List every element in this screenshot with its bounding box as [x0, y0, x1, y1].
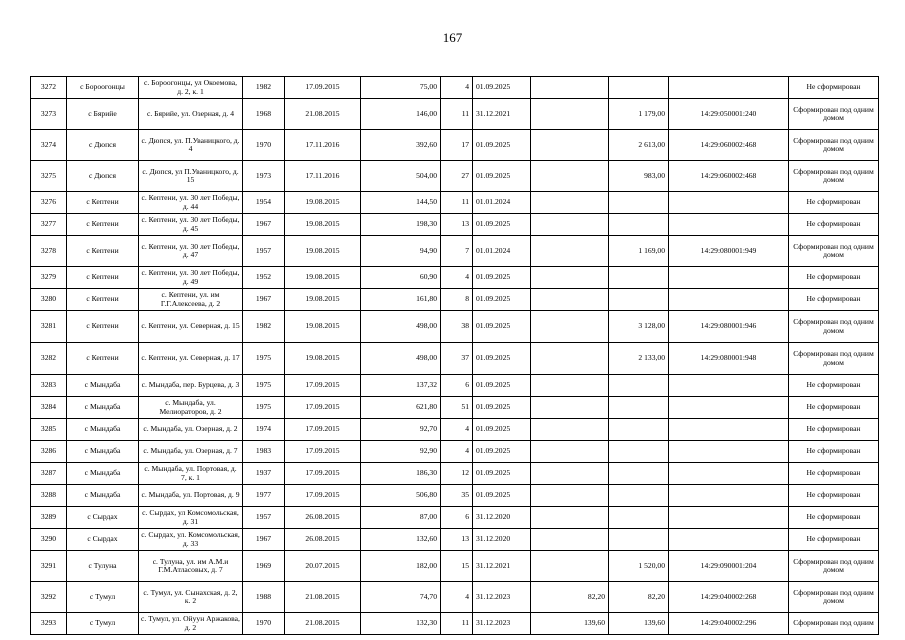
value-cell: [531, 397, 609, 419]
locality-cell: с Кептени: [67, 214, 139, 236]
quantity-cell: 15: [441, 551, 473, 582]
land-area-cell: [609, 397, 669, 419]
date-cell: 19.08.2015: [285, 192, 361, 214]
row-number-cell: 3287: [31, 463, 67, 485]
row-number-cell: 3292: [31, 582, 67, 613]
date-cell: 19.08.2015: [285, 267, 361, 289]
deadline-cell: 01.09.2025: [473, 419, 531, 441]
deadline-cell: 01.09.2025: [473, 311, 531, 343]
area-cell: 132,60: [361, 529, 441, 551]
page-number: 167: [442, 30, 463, 45]
value-cell: [531, 551, 609, 582]
row-number-cell: 3284: [31, 397, 67, 419]
value-cell: [531, 507, 609, 529]
quantity-cell: 13: [441, 214, 473, 236]
quantity-cell: 11: [441, 613, 473, 635]
row-number-cell: 3275: [31, 161, 67, 192]
year-cell: 1952: [243, 267, 285, 289]
deadline-cell: 31.12.2020: [473, 529, 531, 551]
date-cell: 21.08.2015: [285, 613, 361, 635]
date-cell: 17.11.2016: [285, 161, 361, 192]
quantity-cell: 4: [441, 77, 473, 99]
status-cell: Сформирован под одним домом: [789, 311, 879, 343]
date-cell: 19.08.2015: [285, 214, 361, 236]
cadastral-number-cell: [669, 267, 789, 289]
value-cell: [531, 267, 609, 289]
quantity-cell: 11: [441, 192, 473, 214]
address-cell: с. Мындаба, ул. Озерная, д. 7: [139, 441, 243, 463]
status-cell: Не сформирован: [789, 192, 879, 214]
address-cell: с. Кептени, ул. им Г.Г.Алексеева, д. 2: [139, 289, 243, 311]
table-row: [31, 397, 879, 419]
cadastral-number-cell: [669, 529, 789, 551]
table-row: [31, 267, 879, 289]
deadline-cell: 01.09.2025: [473, 161, 531, 192]
row-number-cell: 3286: [31, 441, 67, 463]
quantity-cell: 17: [441, 130, 473, 161]
address-cell: с. Кептени, ул. 30 лет Победы, д. 47: [139, 236, 243, 267]
value-cell: [531, 375, 609, 397]
status-cell: Сформирован под одним домом: [789, 582, 879, 613]
quantity-cell: 11: [441, 99, 473, 130]
address-cell: с. Кептени, ул. Северная, д. 15: [139, 311, 243, 343]
locality-cell: с Мындаба: [67, 375, 139, 397]
status-cell: Не сформирован: [789, 214, 879, 236]
year-cell: 1969: [243, 551, 285, 582]
area-cell: 132,30: [361, 613, 441, 635]
quantity-cell: 4: [441, 441, 473, 463]
area-cell: 94,90: [361, 236, 441, 267]
table-row: [31, 551, 879, 582]
value-cell: [531, 236, 609, 267]
cadastral-number-cell: [669, 441, 789, 463]
quantity-cell: 6: [441, 375, 473, 397]
address-cell: с. Дюпся, ул П.Уваницкого, д. 15: [139, 161, 243, 192]
status-cell: Не сформирован: [789, 463, 879, 485]
cadastral-number-cell: [669, 463, 789, 485]
year-cell: 1968: [243, 99, 285, 130]
area-cell: 506,80: [361, 485, 441, 507]
land-area-cell: 1 520,00: [609, 551, 669, 582]
area-cell: 621,80: [361, 397, 441, 419]
area-cell: 75,00: [361, 77, 441, 99]
deadline-cell: 01.09.2025: [473, 441, 531, 463]
deadline-cell: 01.01.2024: [473, 192, 531, 214]
year-cell: 1967: [243, 529, 285, 551]
locality-cell: с Мындаба: [67, 419, 139, 441]
deadline-cell: 31.12.2021: [473, 551, 531, 582]
value-cell: [531, 419, 609, 441]
date-cell: 17.09.2015: [285, 419, 361, 441]
table-row: [31, 311, 879, 343]
year-cell: 1957: [243, 236, 285, 267]
date-cell: 26.08.2015: [285, 507, 361, 529]
status-cell: Не сформирован: [789, 419, 879, 441]
year-cell: 1975: [243, 397, 285, 419]
row-number-cell: 3280: [31, 289, 67, 311]
table-row: [31, 130, 879, 161]
deadline-cell: 01.09.2025: [473, 267, 531, 289]
value-cell: [531, 463, 609, 485]
land-area-cell: [609, 289, 669, 311]
year-cell: 1988: [243, 582, 285, 613]
date-cell: 19.08.2015: [285, 289, 361, 311]
land-area-cell: [609, 77, 669, 99]
housing-registry-table: [30, 76, 879, 635]
date-cell: 19.08.2015: [285, 236, 361, 267]
land-area-cell: [609, 214, 669, 236]
status-cell: Не сформирован: [789, 507, 879, 529]
locality-cell: с Дюпся: [67, 161, 139, 192]
cadastral-number-cell: 14:29:040002:268: [669, 582, 789, 613]
address-cell: с. Кептени, ул. Северная, д. 17: [139, 343, 243, 375]
land-area-cell: [609, 375, 669, 397]
address-cell: с. Кептени, ул. 30 лет Победы, д. 49: [139, 267, 243, 289]
locality-cell: с Бороогонцы: [67, 77, 139, 99]
area-cell: 144,50: [361, 192, 441, 214]
date-cell: 17.09.2015: [285, 397, 361, 419]
cadastral-number-cell: 14:29:060002:468: [669, 161, 789, 192]
area-cell: 137,32: [361, 375, 441, 397]
cadastral-number-cell: [669, 419, 789, 441]
year-cell: 1982: [243, 77, 285, 99]
status-cell: Сформирован под одним домом: [789, 343, 879, 375]
area-cell: 186,30: [361, 463, 441, 485]
area-cell: 498,00: [361, 311, 441, 343]
address-cell: с. Дюпся, ул. П.Уваницкого, д. 4: [139, 130, 243, 161]
land-area-cell: [609, 529, 669, 551]
date-cell: 17.09.2015: [285, 77, 361, 99]
row-number-cell: 3276: [31, 192, 67, 214]
status-cell: Сформирован под одним домом: [789, 161, 879, 192]
locality-cell: с Бярийе: [67, 99, 139, 130]
area-cell: 92,90: [361, 441, 441, 463]
row-number-cell: 3288: [31, 485, 67, 507]
table-row: [31, 192, 879, 214]
cadastral-number-cell: [669, 375, 789, 397]
value-cell: [531, 289, 609, 311]
year-cell: 1967: [243, 214, 285, 236]
status-cell: Не сформирован: [789, 441, 879, 463]
cadastral-number-cell: [669, 397, 789, 419]
status-cell: Сформирован под одним домом: [789, 551, 879, 582]
locality-cell: с Кептени: [67, 192, 139, 214]
deadline-cell: 31.12.2021: [473, 99, 531, 130]
row-number-cell: 3273: [31, 99, 67, 130]
deadline-cell: 01.09.2025: [473, 343, 531, 375]
locality-cell: с Сырдах: [67, 529, 139, 551]
address-cell: с. Кептени, ул. 30 лет Победы, д. 44: [139, 192, 243, 214]
table-row: [31, 375, 879, 397]
locality-cell: с Мындаба: [67, 463, 139, 485]
row-number-cell: 3290: [31, 529, 67, 551]
table-row: [31, 77, 879, 99]
value-cell: [531, 130, 609, 161]
quantity-cell: 4: [441, 267, 473, 289]
quantity-cell: 35: [441, 485, 473, 507]
row-number-cell: 3283: [31, 375, 67, 397]
year-cell: 1954: [243, 192, 285, 214]
address-cell: с. Сырдах, ул. Комсомольская, д. 33: [139, 529, 243, 551]
deadline-cell: 01.09.2025: [473, 375, 531, 397]
cadastral-number-cell: 14:29:080001:946: [669, 311, 789, 343]
land-area-cell: [609, 441, 669, 463]
area-cell: 498,00: [361, 343, 441, 375]
status-cell: Не сформирован: [789, 485, 879, 507]
row-number-cell: 3281: [31, 311, 67, 343]
locality-cell: с Тумул: [67, 582, 139, 613]
date-cell: 26.08.2015: [285, 529, 361, 551]
address-cell: с. Тулуна, ул. им А.М.и Г.М.Атласовых, д. 7: [139, 551, 243, 582]
row-number-cell: 3277: [31, 214, 67, 236]
land-area-cell: 2 133,00: [609, 343, 669, 375]
date-cell: 20.07.2015: [285, 551, 361, 582]
area-cell: 182,00: [361, 551, 441, 582]
status-cell: Не сформирован: [789, 529, 879, 551]
quantity-cell: 51: [441, 397, 473, 419]
deadline-cell: 01.09.2025: [473, 463, 531, 485]
cadastral-number-cell: 14:29:080001:948: [669, 343, 789, 375]
area-cell: 198,30: [361, 214, 441, 236]
row-number-cell: 3279: [31, 267, 67, 289]
cadastral-number-cell: [669, 214, 789, 236]
value-cell: [531, 214, 609, 236]
address-cell: с. Тумул, ул. Ойуун Аржакова, д. 2: [139, 613, 243, 635]
row-number-cell: 3282: [31, 343, 67, 375]
year-cell: 1967: [243, 289, 285, 311]
deadline-cell: 01.09.2025: [473, 289, 531, 311]
locality-cell: с Кептени: [67, 311, 139, 343]
value-cell: [531, 343, 609, 375]
row-number-cell: 3289: [31, 507, 67, 529]
value-cell: 82,20: [531, 582, 609, 613]
deadline-cell: 01.09.2025: [473, 77, 531, 99]
address-cell: с. Мындаба, ул. Портовая, д. 7, к. 1: [139, 463, 243, 485]
address-cell: с. Мындаба, ул. Мелиораторов, д. 2: [139, 397, 243, 419]
cadastral-number-cell: [669, 289, 789, 311]
cadastral-number-cell: 14:29:040002:296: [669, 613, 789, 635]
deadline-cell: 01.09.2025: [473, 214, 531, 236]
quantity-cell: 6: [441, 507, 473, 529]
quantity-cell: 37: [441, 343, 473, 375]
quantity-cell: 27: [441, 161, 473, 192]
date-cell: 17.09.2015: [285, 485, 361, 507]
area-cell: 504,00: [361, 161, 441, 192]
deadline-cell: 01.09.2025: [473, 485, 531, 507]
table-row: [31, 529, 879, 551]
year-cell: 1983: [243, 441, 285, 463]
date-cell: 19.08.2015: [285, 311, 361, 343]
quantity-cell: 12: [441, 463, 473, 485]
quantity-cell: 4: [441, 419, 473, 441]
area-cell: 60,90: [361, 267, 441, 289]
table-row: [31, 289, 879, 311]
year-cell: 1975: [243, 343, 285, 375]
status-cell: Сформирован под одним: [789, 613, 879, 635]
locality-cell: с Мындаба: [67, 485, 139, 507]
cadastral-number-cell: 14:29:050001:240: [669, 99, 789, 130]
land-area-cell: 983,00: [609, 161, 669, 192]
value-cell: [531, 311, 609, 343]
table-row: [31, 419, 879, 441]
date-cell: 17.09.2015: [285, 375, 361, 397]
table-row: [31, 343, 879, 375]
land-area-cell: [609, 507, 669, 529]
deadline-cell: 31.12.2020: [473, 507, 531, 529]
land-area-cell: 82,20: [609, 582, 669, 613]
value-cell: [531, 529, 609, 551]
land-area-cell: [609, 267, 669, 289]
row-number-cell: 3293: [31, 613, 67, 635]
table-row: [31, 161, 879, 192]
land-area-cell: [609, 419, 669, 441]
land-area-cell: [609, 463, 669, 485]
year-cell: 1982: [243, 311, 285, 343]
status-cell: Не сформирован: [789, 397, 879, 419]
locality-cell: с Кептени: [67, 343, 139, 375]
land-area-cell: 1 179,00: [609, 99, 669, 130]
date-cell: 21.08.2015: [285, 582, 361, 613]
table-row: [31, 582, 879, 613]
year-cell: 1970: [243, 613, 285, 635]
cadastral-number-cell: [669, 485, 789, 507]
table-row: [31, 507, 879, 529]
locality-cell: с Тулуна: [67, 551, 139, 582]
deadline-cell: 01.09.2025: [473, 130, 531, 161]
year-cell: 1977: [243, 485, 285, 507]
area-cell: 74,70: [361, 582, 441, 613]
land-area-cell: 1 169,00: [609, 236, 669, 267]
year-cell: 1957: [243, 507, 285, 529]
area-cell: 87,00: [361, 507, 441, 529]
table-row: [31, 441, 879, 463]
address-cell: с. Сырдах, ул Комсомольская, д. 31: [139, 507, 243, 529]
cadastral-number-cell: 14:29:060002:468: [669, 130, 789, 161]
quantity-cell: 13: [441, 529, 473, 551]
status-cell: Не сформирован: [789, 267, 879, 289]
date-cell: 17.11.2016: [285, 130, 361, 161]
land-area-cell: [609, 485, 669, 507]
area-cell: 146,00: [361, 99, 441, 130]
cadastral-number-cell: 14:29:090001:204: [669, 551, 789, 582]
locality-cell: с Сырдах: [67, 507, 139, 529]
deadline-cell: 01.01.2024: [473, 236, 531, 267]
row-number-cell: 3291: [31, 551, 67, 582]
year-cell: 1973: [243, 161, 285, 192]
address-cell: с. Мындаба, пер. Бурцева, д. 3: [139, 375, 243, 397]
locality-cell: с Кептени: [67, 289, 139, 311]
locality-cell: с Дюпся: [67, 130, 139, 161]
year-cell: 1937: [243, 463, 285, 485]
row-number-cell: 3285: [31, 419, 67, 441]
value-cell: 139,60: [531, 613, 609, 635]
status-cell: Сформирован под одним домом: [789, 130, 879, 161]
date-cell: 21.08.2015: [285, 99, 361, 130]
value-cell: [531, 441, 609, 463]
land-area-cell: 3 128,00: [609, 311, 669, 343]
date-cell: 19.08.2015: [285, 343, 361, 375]
table-row: [31, 485, 879, 507]
status-cell: Сформирован под одним домом: [789, 99, 879, 130]
deadline-cell: 31.12.2023: [473, 582, 531, 613]
year-cell: 1975: [243, 375, 285, 397]
table-row: [31, 613, 879, 635]
value-cell: [531, 485, 609, 507]
cadastral-number-cell: [669, 192, 789, 214]
land-area-cell: 139,60: [609, 613, 669, 635]
locality-cell: с Тумул: [67, 613, 139, 635]
date-cell: 17.09.2015: [285, 463, 361, 485]
row-number-cell: 3274: [31, 130, 67, 161]
year-cell: 1970: [243, 130, 285, 161]
date-cell: 17.09.2015: [285, 441, 361, 463]
cadastral-number-cell: [669, 77, 789, 99]
row-number-cell: 3272: [31, 77, 67, 99]
locality-cell: с Кептени: [67, 236, 139, 267]
area-cell: 92,70: [361, 419, 441, 441]
status-cell: Не сформирован: [789, 77, 879, 99]
locality-cell: с Мындаба: [67, 441, 139, 463]
deadline-cell: 31.12.2023: [473, 613, 531, 635]
address-cell: с. Мындаба, ул. Озерная, д. 2: [139, 419, 243, 441]
quantity-cell: 8: [441, 289, 473, 311]
address-cell: с. Мындаба, ул. Портовая, д. 9: [139, 485, 243, 507]
deadline-cell: 01.09.2025: [473, 397, 531, 419]
area-cell: 392,60: [361, 130, 441, 161]
table-row: [31, 236, 879, 267]
quantity-cell: 4: [441, 582, 473, 613]
cadastral-number-cell: 14:29:080001:949: [669, 236, 789, 267]
quantity-cell: 38: [441, 311, 473, 343]
status-cell: Сформирован под одним домом: [789, 236, 879, 267]
land-area-cell: [609, 192, 669, 214]
value-cell: [531, 99, 609, 130]
address-cell: с. Бороогонцы, ул Окоемова, д. 2, к. 1: [139, 77, 243, 99]
quantity-cell: 7: [441, 236, 473, 267]
address-cell: с. Бярийе, ул. Озерная, д. 4: [139, 99, 243, 130]
value-cell: [531, 77, 609, 99]
year-cell: 1974: [243, 419, 285, 441]
row-number-cell: 3278: [31, 236, 67, 267]
table-row: [31, 463, 879, 485]
locality-cell: с Мындаба: [67, 397, 139, 419]
locality-cell: с Кептени: [67, 267, 139, 289]
status-cell: Не сформирован: [789, 375, 879, 397]
value-cell: [531, 192, 609, 214]
value-cell: [531, 161, 609, 192]
table-row: [31, 214, 879, 236]
area-cell: 161,80: [361, 289, 441, 311]
cadastral-number-cell: [669, 507, 789, 529]
address-cell: с. Кептени, ул. 30 лет Победы, д. 45: [139, 214, 243, 236]
address-cell: с. Тумул, ул. Сынахская, д. 2, к. 2: [139, 582, 243, 613]
table-row: [31, 99, 879, 130]
land-area-cell: 2 613,00: [609, 130, 669, 161]
status-cell: Не сформирован: [789, 289, 879, 311]
